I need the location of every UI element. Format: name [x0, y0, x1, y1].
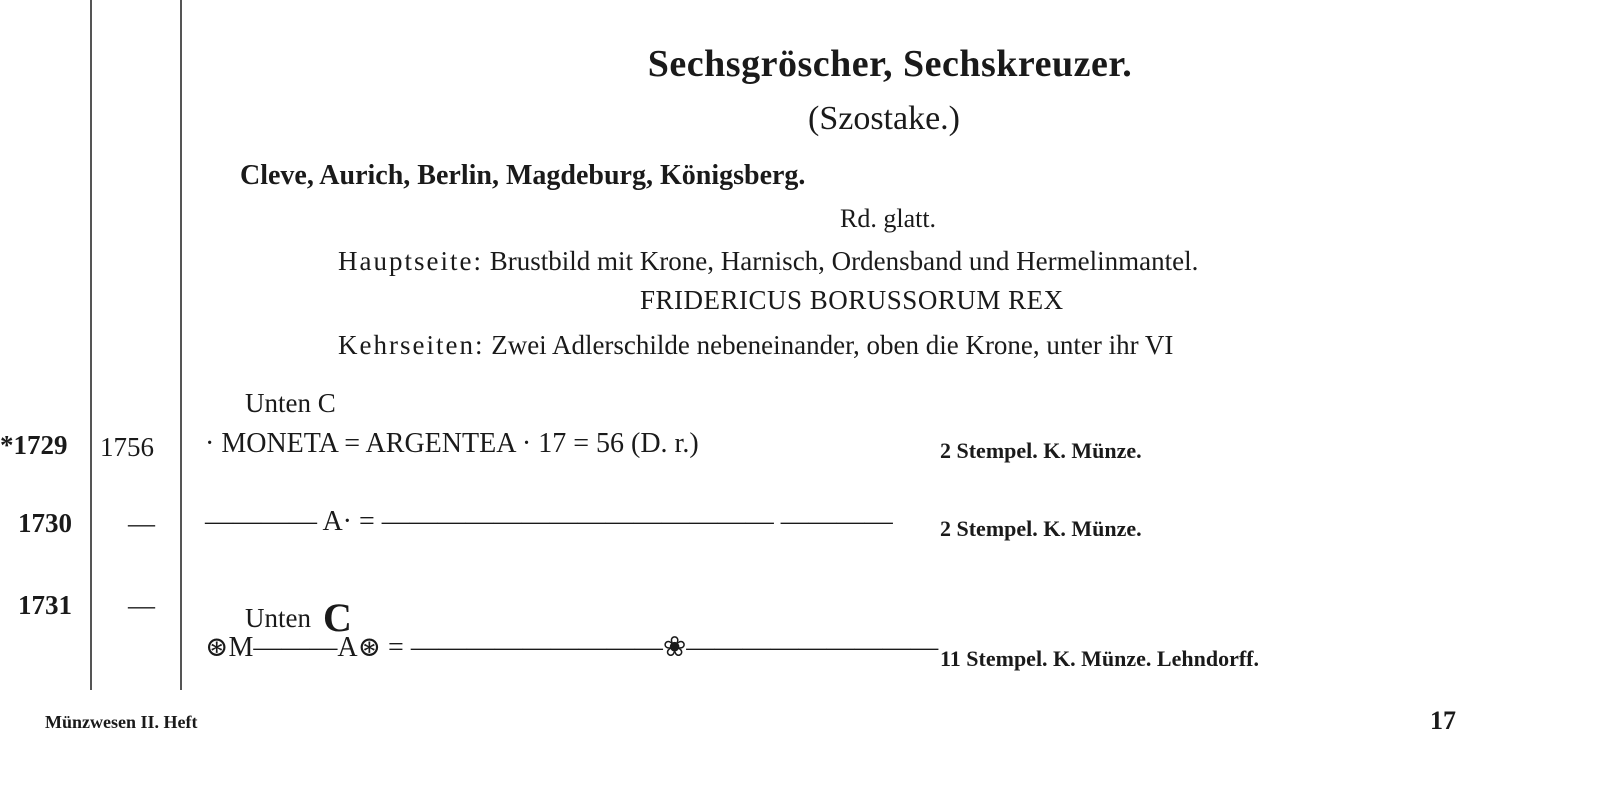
section-title: Sechsgröscher, Sechskreuzer.	[647, 43, 1133, 85]
entry-number: 1731	[18, 590, 72, 620]
entry-inscription: ———— A· = —————————————— ————	[205, 506, 893, 537]
entry-number: 1730	[18, 508, 72, 538]
page-number: 17	[1430, 706, 1456, 735]
mint-places: Cleve, Aurich, Berlin, Magdeburg, Königsberg.	[240, 160, 806, 191]
obverse-label: Hauptseite:	[338, 246, 483, 276]
reverse-label: Kehrseiten:	[338, 330, 485, 360]
obverse-legend: FRIDERICUS BORUSSORUM REX	[640, 285, 1064, 315]
entry-note: 2 Stempel. K. Münze.	[940, 516, 1142, 541]
entry-note: 11 Stempel. K. Münze. Lehndorff.	[940, 646, 1259, 671]
obverse-text: Brustbild mit Krone, Harnisch, Ordensband und Hermelinmantel.	[489, 246, 1199, 276]
entry-inscription: · MONETA = ARGENTEA · 17 = 56 (D. r.)	[205, 428, 699, 459]
section-subtitle: (Szostake.)	[808, 100, 961, 137]
entry-year: —	[128, 508, 155, 538]
mint-mark-note: Unten C	[245, 388, 336, 418]
entry-mint-mark-label: Unten	[245, 603, 311, 633]
entry-year: 1756	[100, 432, 154, 462]
entry-year: —	[128, 590, 155, 620]
column-rule-right	[180, 0, 182, 690]
entry-inscription: ⊛M———A⊛ = —————————❀—————————	[205, 632, 939, 663]
obverse-description	[338, 246, 1198, 277]
entry-note: 2 Stempel. K. Münze.	[940, 438, 1142, 463]
column-rule-left	[90, 0, 92, 690]
reverse-description	[338, 330, 1173, 361]
entry-number: *1729	[0, 430, 68, 460]
running-footer: Münzwesen II. Heft	[45, 712, 198, 732]
mint-mark-letter: C	[322, 595, 352, 640]
edge-description: Rd. glatt.	[840, 204, 937, 233]
reverse-text: Zwei Adlerschilde nebeneinander, oben die Krone, unter ihr VI	[491, 330, 1174, 360]
